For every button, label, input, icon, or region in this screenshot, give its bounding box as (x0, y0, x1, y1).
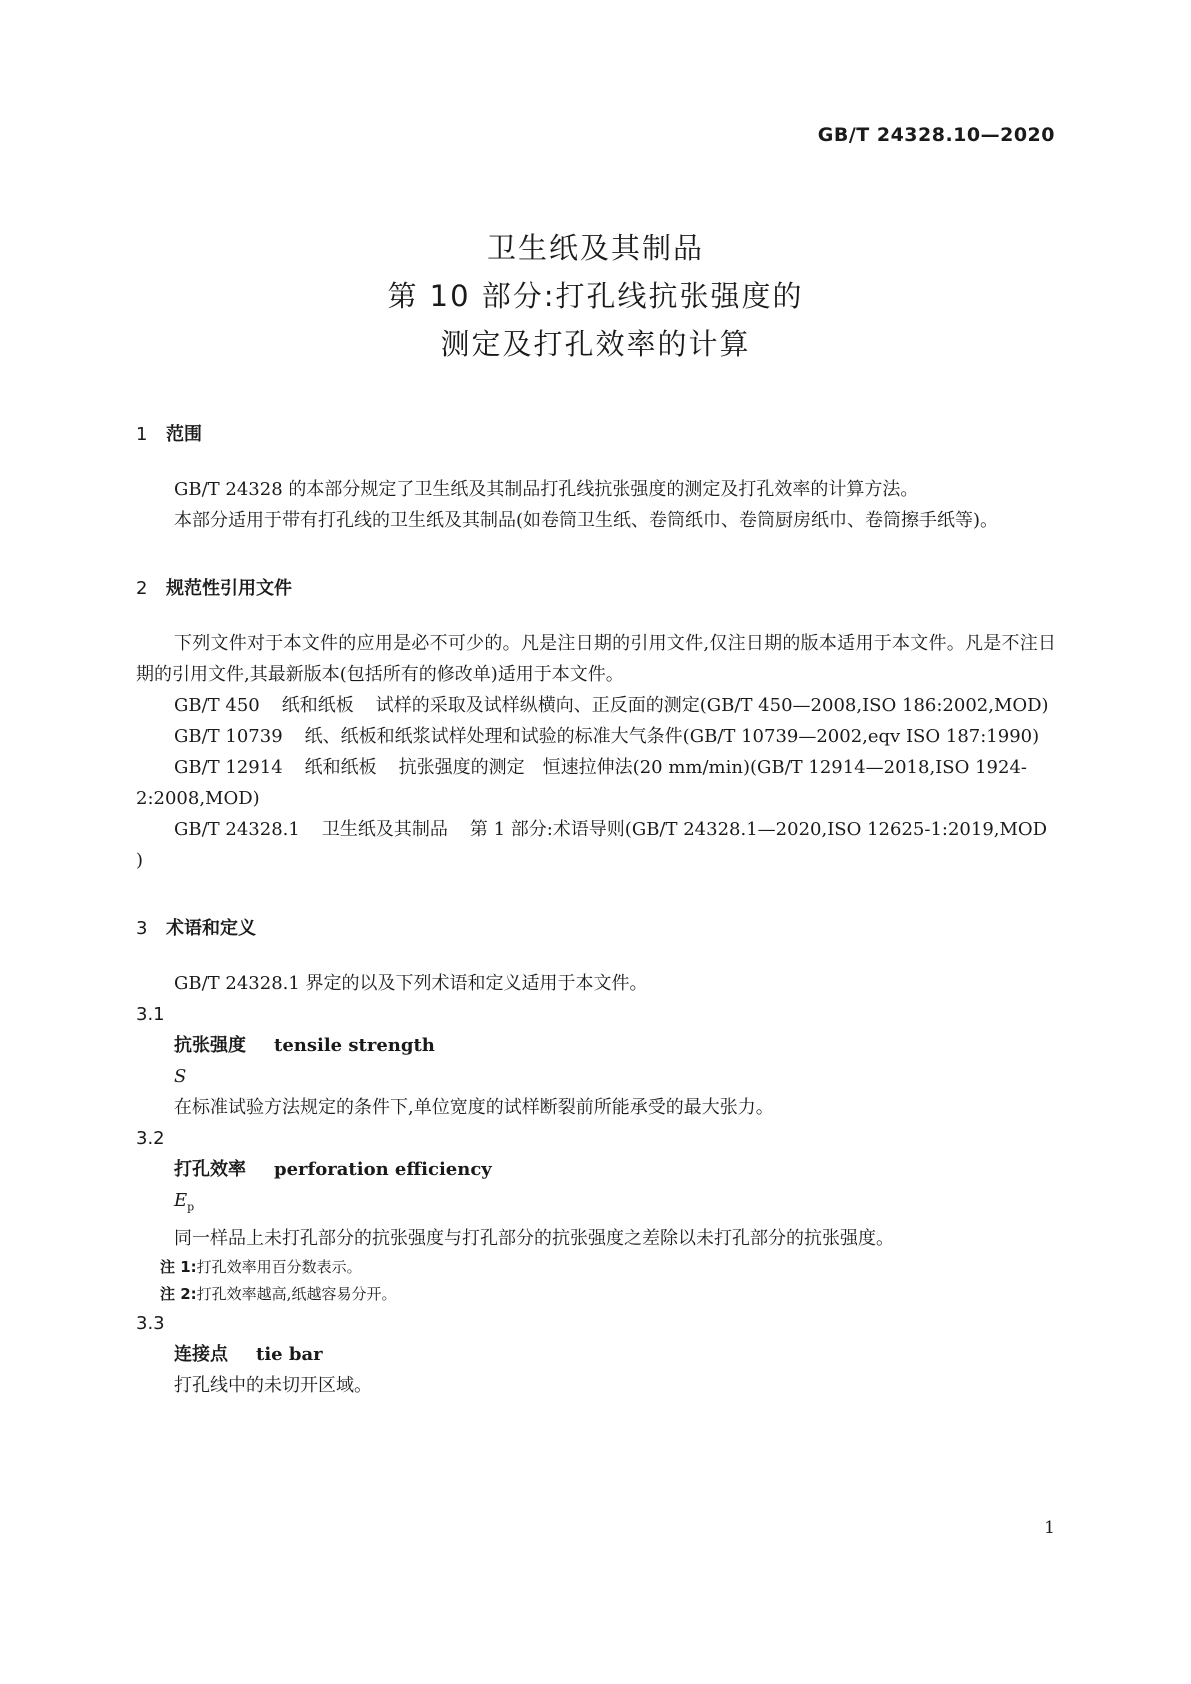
reference-detail: 抗张强度的测定 恒速拉伸法(20 mm/min)(GB/T 12914—2018,ISO 1924-2:2008,MOD) (136, 757, 1027, 809)
reference-name: 卫生纸及其制品 (321, 819, 448, 840)
section-number: 2 (136, 578, 148, 599)
document-body (136, 420, 1056, 1401)
term-number: 3.3 (136, 1312, 165, 1334)
reference-code: GB/T 10739 (174, 726, 283, 747)
section-heading-scope (136, 420, 1056, 450)
section-number: 3 (136, 918, 148, 939)
term-chinese: 打孔效率 (174, 1159, 246, 1180)
note-text: 打孔效率用百分数表示。 (196, 1257, 362, 1276)
paragraph: 下列文件对于本文件的应用是必不可少的。凡是注日期的引用文件,仅注日期的版本适用于本文件。凡是不注日期的引用文件,其最新版本(包括所有的修改单)适用于本文件。 (136, 633, 1056, 685)
section-title: 规范性引用文件 (166, 578, 292, 599)
document-title (0, 224, 1191, 368)
title-line-3: 测定及打孔效率的计算 (440, 327, 751, 361)
paragraph: GB/T 24328 的本部分规定了卫生纸及其制品打孔线抗张强度的测定及打孔效率的计算方法。 (174, 479, 919, 500)
term-definition: 打孔线中的未切开区域。 (174, 1374, 372, 1396)
reference-code: GB/T 450 (174, 695, 260, 716)
term-note (160, 1254, 1056, 1281)
title-line-2: 第 10 部分:打孔线抗张强度的 (387, 279, 804, 313)
term-chinese: 连接点 (174, 1343, 228, 1365)
term-definition: 同一样品上未打孔部分的抗张强度与打孔部分的抗张强度之差除以未打孔部分的抗张强度。 (174, 1227, 894, 1249)
section-number: 1 (136, 424, 148, 445)
reference-name: 纸和纸板 (281, 695, 354, 716)
reference-item (136, 690, 1056, 721)
symbol-subscript: p (187, 1200, 195, 1214)
term-definition: 在标准试验方法规定的条件下,单位宽度的试样断裂前所能承受的最大张力。 (174, 1097, 774, 1118)
reference-item (136, 814, 1056, 876)
reference-item (136, 721, 1056, 752)
page-number: 1 (1044, 1518, 1055, 1538)
reference-code: GB/T 24328.1 (174, 819, 300, 840)
reference-code: GB/T 12914 (174, 757, 283, 778)
term-english: perforation efficiency (274, 1159, 492, 1180)
reference-name: 纸和纸板 (304, 757, 377, 778)
note-text: 打孔效率越高,纸越容易分开。 (196, 1284, 397, 1303)
note-label: 注 1: (160, 1257, 197, 1276)
term-number: 3.2 (136, 1128, 165, 1149)
symbol-main: E (174, 1190, 188, 1211)
reference-item (136, 752, 1056, 814)
term-symbol (174, 1061, 1056, 1092)
term-note (160, 1281, 1056, 1308)
title-line-1: 卫生纸及其制品 (486, 231, 704, 265)
section-title: 范围 (166, 424, 202, 445)
paragraph: 本部分适用于带有打孔线的卫生纸及其制品(如卷筒卫生纸、卷筒纸巾、卷筒厨房纸巾、卷筒擦手纸等)。 (174, 510, 999, 531)
term-english: tie bar (256, 1343, 323, 1365)
standard-code: GB/T 24328.10—2020 (817, 124, 1055, 146)
term-number: 3.1 (136, 1004, 165, 1025)
reference-detail: 纸、纸板和纸浆试样处理和试验的标准大气条件(GB/T 10739—2002,eqv ISO 187:1990) (304, 726, 1040, 747)
reference-detail: 试样的采取及试样纵横向、正反面的测定(GB/T 450—2008,ISO 186:2002,MOD) (375, 695, 1049, 716)
reference-detail: 第 1 部分:术语导则(GB/T 24328.1—2020,ISO 12625-1:2019,MOD ) (136, 819, 1048, 871)
note-label: 注 2: (160, 1284, 197, 1303)
term-english: tensile strength (274, 1035, 435, 1056)
term-title (174, 1154, 1056, 1185)
section-heading-terms (136, 914, 1056, 944)
term-title (174, 1030, 1056, 1061)
section-title: 术语和定义 (166, 918, 256, 939)
term-title (174, 1339, 1056, 1370)
term-symbol (174, 1185, 1056, 1223)
term-chinese: 抗张强度 (174, 1035, 246, 1056)
symbol-main: S (174, 1066, 187, 1087)
paragraph: GB/T 24328.1 界定的以及下列术语和定义适用于本文件。 (174, 973, 648, 994)
section-heading-normative-references (136, 574, 1056, 604)
